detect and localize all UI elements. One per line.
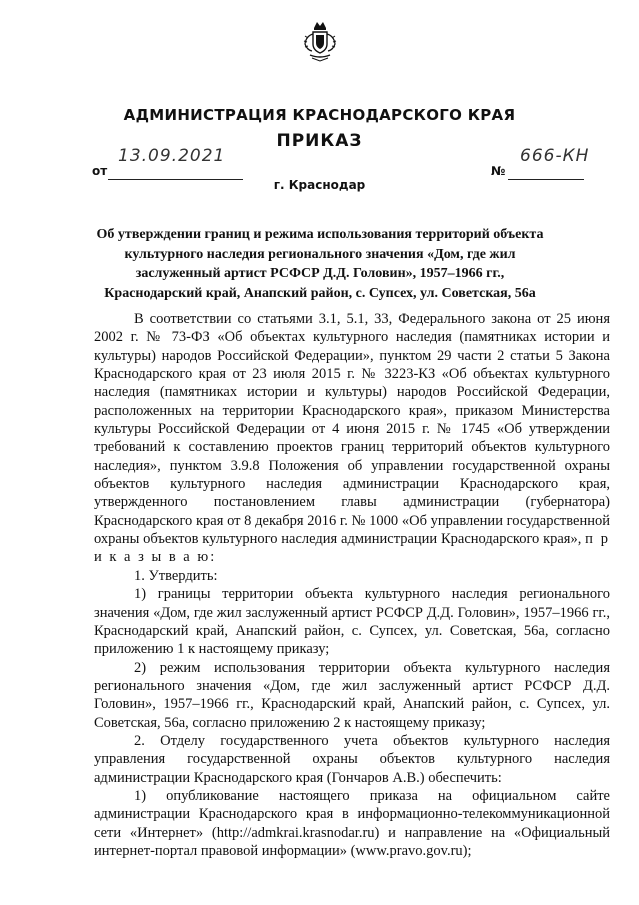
date-value: 13.09.2021 xyxy=(118,146,226,166)
coat-of-arms-icon xyxy=(303,20,337,62)
paragraph: 1) опубликование настоящего приказа на официальном сайте администрации Краснодарского края в информационно-телекоммуникационной сети «Интернет» (http://admkrai.krasnodar.ru) и направление на «Официальный интернет-портал правовой информации» (www.pravo.gov.ru); xyxy=(94,787,610,859)
administration-title: АДМИНИСТРАЦИЯ КРАСНОДАРСКОГО КРАЯ xyxy=(123,106,516,124)
city: г. Краснодар xyxy=(273,178,366,192)
document-type: ПРИКАЗ xyxy=(276,131,363,151)
document-body xyxy=(94,310,610,860)
paragraph xyxy=(94,310,610,567)
paragraph: 2) режим использования территории объекта культурного наследия регионального значения «Дом, где жил заслуженный артист РСФСР Д.Д. Головин», 1957–1966 гг., Краснодарский край, Анапский район, с. Супсех, ул. Советская, 56а, согласно приложению 2 к настоящему приказу; xyxy=(94,659,610,731)
document-heading: Об утверждении границ и режима использования территорий объекта культурного наследия регионального значения «Дом, где жил заслуженный артист РСФСР Д.Д. Головин», 1957–1966 гг., Краснодарский край, Анапский район, с. Супсех, ул. Советская, 56а xyxy=(96,227,544,301)
number-value: 666-КН xyxy=(520,146,590,166)
paragraph: 1. Утвердить: xyxy=(134,567,218,584)
date-label: от xyxy=(92,164,108,178)
paragraph: 1) границы территории объекта культурного наследия регионального значения «Дом, где жил заслуженный артист РСФСР Д.Д. Головин», 1957–1966 гг., Краснодарский край, Анапский район, с. Супсех, ул. Советская, 56а, согласно приложению 1 к настоящему приказу; xyxy=(94,586,610,658)
number-label: № xyxy=(491,164,506,178)
paragraph: 2. Отделу государственного учета объектов культурного наследия управления государственной охраны объектов культурного наследия администрации Краснодарского края (Гончаров А.В.) обеспечить: xyxy=(94,732,610,786)
order-word: п р и к а з ы в а ю: xyxy=(94,531,610,566)
preamble-text: В соответствии со статьями 3.1, 5.1, 33, Федерального закона от 25 июня 2002 г. № 73-ФЗ «Об объектах культурного наследия (памятниках истории и культуры) народов Российской Федерации», пунктом 29 части 2 статьи 5 Закона Краснодарского края от 23 июля 2015 г. № 3223-КЗ «Об объектах культурного наследия (памятниках истории и культуры) народов Российской Федерации, расположенных на территории Краснодарского края», приказом Министерства культуры Российской Федерации от 4 июня 2015 г. № 1745 «Об утверждении требований к составлению проектов границ территорий объектов культурного наследия», пунктом 3.9.8 Положения об управлении государственной охраны объектов культурного наследия администрации Краснодарского края, утвержденного постановлением главы администрации (губернатора) Краснодарского края от 8 декабря 2016 г. № 1000 «Об управлении государственной охраны объектов культурного наследия администрации Краснодарского края», xyxy=(94,311,610,548)
